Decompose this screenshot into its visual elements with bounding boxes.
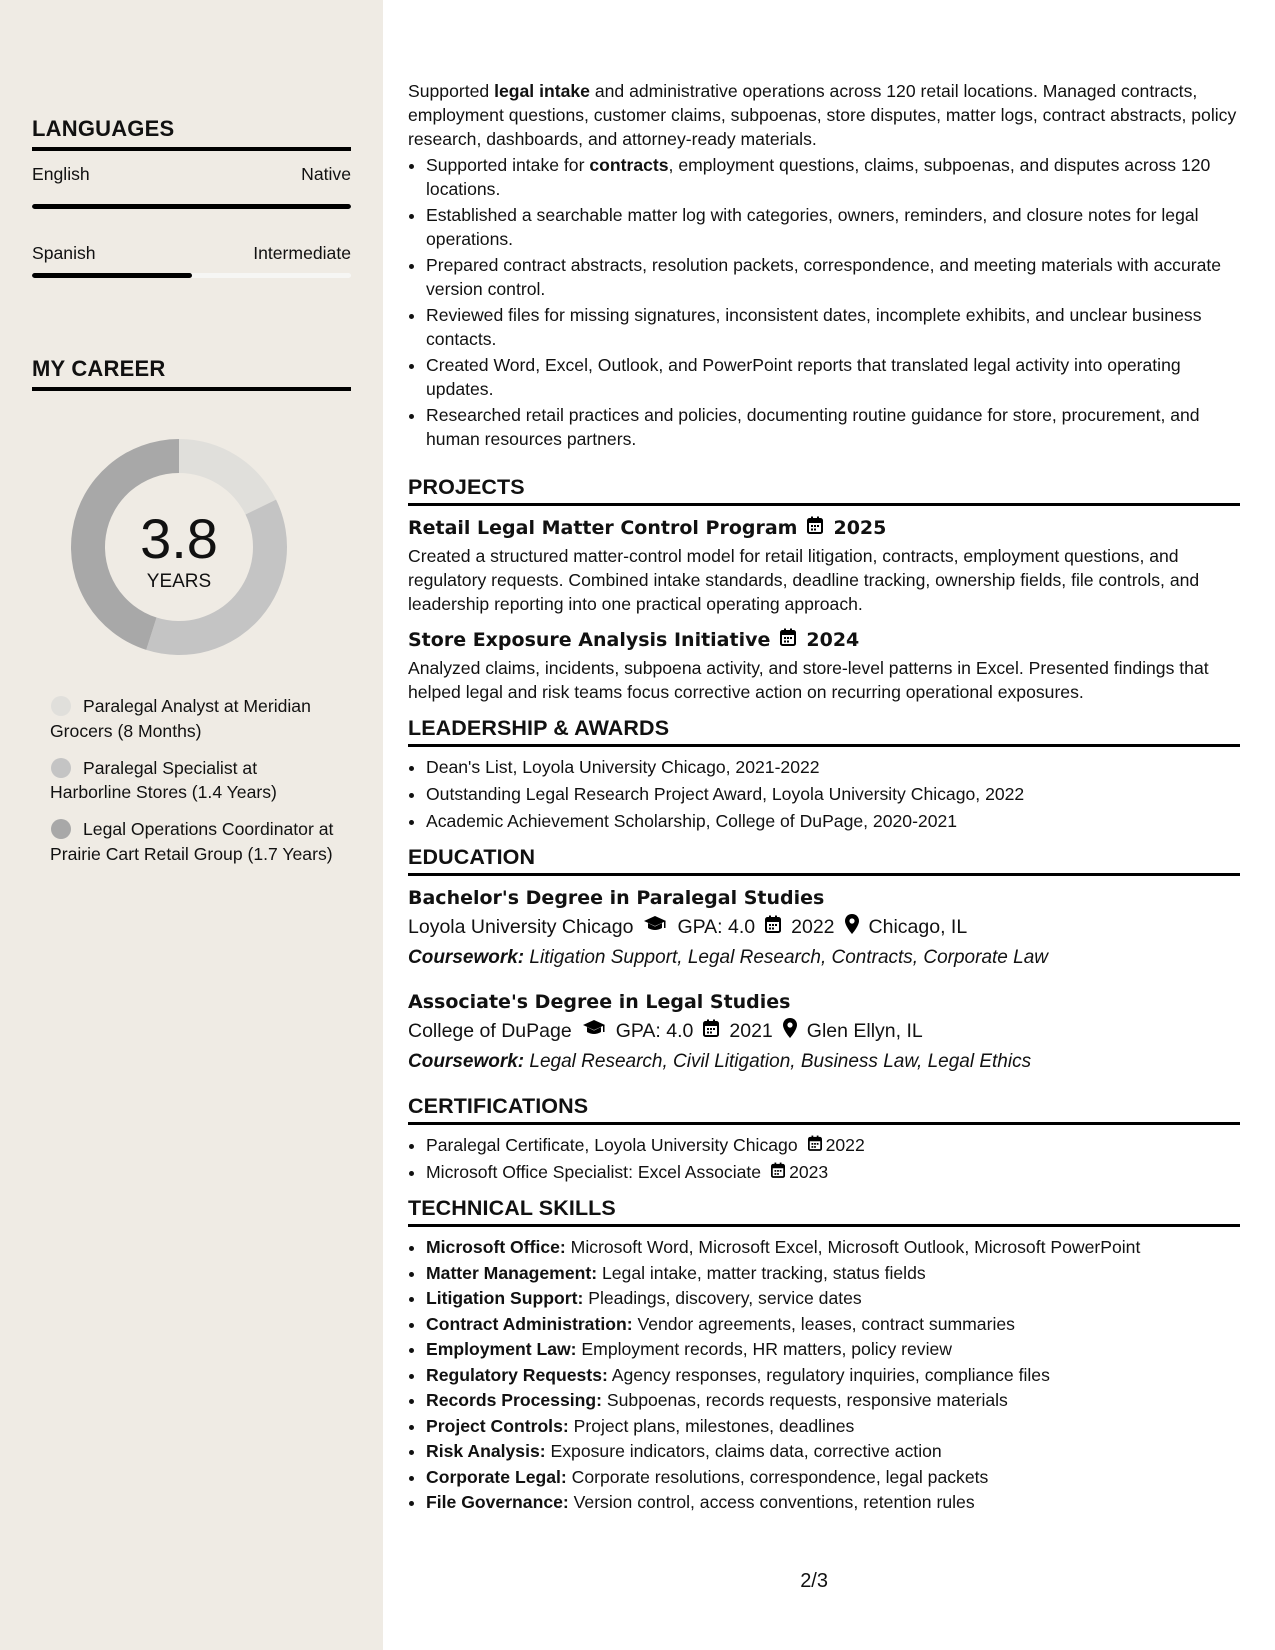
certification-item — [426, 1133, 1240, 1157]
project-title-row — [408, 516, 1240, 540]
calendar-icon — [703, 1019, 719, 1043]
degree-title: Associate's Degree in Legal Studies — [408, 991, 791, 1013]
skill-item — [426, 1439, 1240, 1463]
summary-bold: legal intake — [494, 81, 590, 101]
location-pin-icon — [845, 914, 859, 940]
skill-item — [426, 1363, 1240, 1387]
legend-dot — [51, 758, 71, 778]
legend-dot — [51, 819, 71, 839]
project-item — [408, 628, 1240, 704]
language-level: Native — [301, 164, 351, 184]
project-title: Retail Legal Matter Control Program — [408, 517, 798, 539]
language-bar-spanish — [32, 273, 351, 278]
location-pin-icon — [783, 1018, 797, 1044]
leadership-item: • Academic Achievement Scholarship, College of DuPage, 2020-2021 — [426, 809, 1240, 833]
skill-label: Microsoft Office: — [426, 1237, 566, 1257]
project-description: Created a structured matter-control model for retail litigation, contracts, employment questions, and regulatory requests. Combined intake standards, deadline tracking, ownership fields, file controls, and leadership reporting into one practical operating approach. — [408, 546, 1200, 614]
project-description: Analyzed claims, incidents, subpoena activity, and store-level patterns in Excel. Presented findings that helped legal and risk teams focus corrective action on recurring operational exposures. — [408, 658, 1209, 702]
career-item — [50, 817, 340, 866]
school-name: Loyola University Chicago — [408, 916, 634, 938]
career-total-value: 3.8 — [140, 507, 218, 570]
skill-value: Legal intake, matter tracking, status fields — [597, 1262, 926, 1283]
career-item-text: Paralegal Analyst at Meridian Grocers (8 Months) — [50, 696, 311, 741]
experience-bullet: • Created Word, Excel, Outlook, and PowerPoint reports that translated legal activity into operating updates. — [426, 353, 1240, 401]
skill-label: Risk Analysis: — [426, 1441, 546, 1461]
graduation-year: 2021 — [729, 1020, 773, 1042]
gpa: GPA: 4.0 — [615, 1020, 694, 1042]
skill-item — [426, 1286, 1240, 1310]
graduation-cap-icon — [643, 915, 667, 939]
skill-item — [426, 1490, 1240, 1514]
project-year: 2025 — [833, 517, 887, 539]
skill-item — [426, 1337, 1240, 1361]
skill-value: Subpoenas, records requests, responsive materials — [602, 1390, 1008, 1410]
skill-label: Litigation Support: — [426, 1288, 584, 1308]
skill-value: Pleadings, discovery, service dates — [583, 1288, 862, 1308]
skill-item — [426, 1388, 1240, 1412]
gpa: GPA: 4.0 — [677, 916, 756, 938]
coursework-label: Coursework: — [408, 947, 525, 968]
bullet-text: , employment questions, claims, subpoenas, and disputes across 120 locations. — [426, 155, 1211, 199]
leadership-item: • Dean's List, Loyola University Chicago, 2021-2022 — [426, 755, 1240, 779]
coursework-list: Legal Research, Civil Litigation, Business Law, Legal Ethics — [524, 1051, 1032, 1072]
legend-dot — [51, 696, 71, 716]
calendar-icon — [808, 1133, 822, 1157]
certification-year: 2023 — [789, 1162, 829, 1182]
education-item — [408, 990, 1240, 1074]
career-item-text: Paralegal Specialist at Harborline Stores (1.4 Years) — [50, 757, 277, 802]
career-total-unit: YEARS — [146, 571, 212, 592]
leadership-item: • Outstanding Legal Research Project Award, Loyola University Chicago, 2022 — [426, 782, 1240, 806]
graduation-cap-icon — [582, 1019, 606, 1043]
experience-summary — [408, 79, 1240, 151]
language-name: English — [32, 164, 90, 184]
skill-label: Records Processing: — [426, 1390, 602, 1410]
education-details — [408, 914, 1240, 940]
skill-item — [426, 1261, 1240, 1285]
career-item — [50, 756, 340, 805]
experience-bullet: • Established a searchable matter log with categories, owners, reminders, and closure notes for legal operations. — [426, 203, 1240, 251]
skill-value: Version control, access conventions, retention rules — [568, 1492, 975, 1512]
career-item-text: Legal Operations Coordinator at Prairie Cart Retail Group (1.7 Years) — [50, 819, 334, 864]
project-title-row — [408, 628, 1240, 652]
language-bar-english — [32, 204, 351, 209]
certifications-list — [408, 1133, 1240, 1184]
coursework — [408, 1050, 1240, 1074]
language-level: Intermediate — [253, 243, 351, 263]
skills-list — [408, 1235, 1240, 1514]
skill-value: Microsoft Word, Microsoft Excel, Microsoft Outlook, Microsoft PowerPoint — [565, 1237, 1141, 1257]
school-location: Chicago, IL — [868, 916, 968, 938]
calendar-icon — [765, 915, 781, 939]
education-details — [408, 1018, 1240, 1044]
skill-item — [426, 1465, 1240, 1489]
leadership-list — [408, 755, 1240, 833]
degree-title: Bachelor's Degree in Paralegal Studies — [408, 887, 825, 909]
skill-value: Corporate resolutions, correspondence, legal packets — [566, 1466, 989, 1487]
language-bar-fill — [32, 273, 192, 278]
career-donut-chart — [66, 434, 292, 660]
coursework-label: Coursework: — [408, 1051, 525, 1072]
skill-item — [426, 1414, 1240, 1438]
project-year: 2024 — [806, 629, 860, 651]
leadership-heading: LEADERSHIP & AWARDS — [408, 716, 1240, 747]
skill-value: Exposure indicators, claims data, corrective action — [545, 1441, 942, 1461]
project-title: Store Exposure Analysis Initiative — [408, 629, 771, 651]
language-row-spanish — [32, 243, 351, 264]
skill-label: Project Controls: — [426, 1415, 569, 1436]
skill-label: Matter Management: — [426, 1262, 598, 1283]
projects-heading: PROJECTS — [408, 475, 1240, 506]
skill-item — [426, 1312, 1240, 1336]
certification-name: Paralegal Certificate, Loyola University Chicago — [426, 1135, 798, 1155]
language-row-english — [32, 164, 351, 185]
skill-value: Agency responses, regulatory inquiries, compliance files — [607, 1364, 1050, 1385]
skill-label: Contract Administration: — [426, 1313, 633, 1334]
experience-bullets — [408, 153, 1240, 451]
calendar-icon — [771, 1160, 785, 1184]
certification-name: Microsoft Office Specialist: Excel Associate — [426, 1162, 762, 1182]
languages-heading: LANGUAGES — [32, 116, 351, 151]
summary-text: and administrative operations across 120 retail locations. Managed contracts, employment questions, customer claims, subpoenas, store disputes, matter logs, contract abstracts, policy research, dashboards, and attorney-ready materials. — [408, 81, 1237, 149]
project-item — [408, 516, 1240, 616]
main-content — [408, 79, 1240, 1516]
coursework — [408, 946, 1240, 970]
career-item — [50, 694, 340, 743]
skill-label: Employment Law: — [426, 1339, 577, 1359]
career-list — [50, 694, 340, 879]
skill-value: Vendor agreements, leases, contract summaries — [632, 1313, 1015, 1334]
experience-bullet — [426, 153, 1240, 201]
skills-heading: TECHNICAL SKILLS — [408, 1196, 1240, 1227]
page-number: 2/3 — [800, 1570, 828, 1592]
language-bar-fill — [32, 204, 351, 209]
experience-bullet: • Researched retail practices and policies, documenting routine guidance for store, procurement, and human resources partners. — [426, 403, 1240, 451]
language-name: Spanish — [32, 243, 96, 263]
bullet-bold: contracts — [589, 155, 669, 175]
career-heading: MY CAREER — [32, 356, 351, 391]
school-name: College of DuPage — [408, 1020, 572, 1042]
donut-segment — [179, 439, 276, 515]
skill-value: Project plans, milestones, deadlines — [568, 1415, 855, 1436]
education-heading: EDUCATION — [408, 845, 1240, 876]
skill-label: File Governance: — [426, 1492, 569, 1512]
calendar-icon — [780, 628, 796, 652]
education-item — [408, 886, 1240, 970]
certification-year: 2022 — [825, 1135, 865, 1155]
experience-bullet: • Reviewed files for missing signatures, inconsistent dates, incomplete exhibits, and unclear business contacts. — [426, 303, 1240, 351]
certifications-heading: CERTIFICATIONS — [408, 1094, 1240, 1125]
skill-label: Regulatory Requests: — [426, 1364, 608, 1385]
certification-item — [426, 1160, 1240, 1184]
calendar-icon — [807, 516, 823, 540]
school-location: Glen Ellyn, IL — [806, 1020, 923, 1042]
bullet-text: Supported intake for — [426, 155, 590, 175]
skill-item — [426, 1235, 1240, 1259]
graduation-year: 2022 — [791, 916, 835, 938]
skill-label: Corporate Legal: — [426, 1466, 567, 1487]
skill-value: Employment records, HR matters, policy review — [576, 1339, 952, 1359]
summary-text: Supported — [408, 81, 495, 101]
coursework-list: Litigation Support, Legal Research, Contracts, Corporate Law — [524, 947, 1048, 968]
experience-bullet: • Prepared contract abstracts, resolution packets, correspondence, and meeting materials with accurate version control. — [426, 253, 1240, 301]
